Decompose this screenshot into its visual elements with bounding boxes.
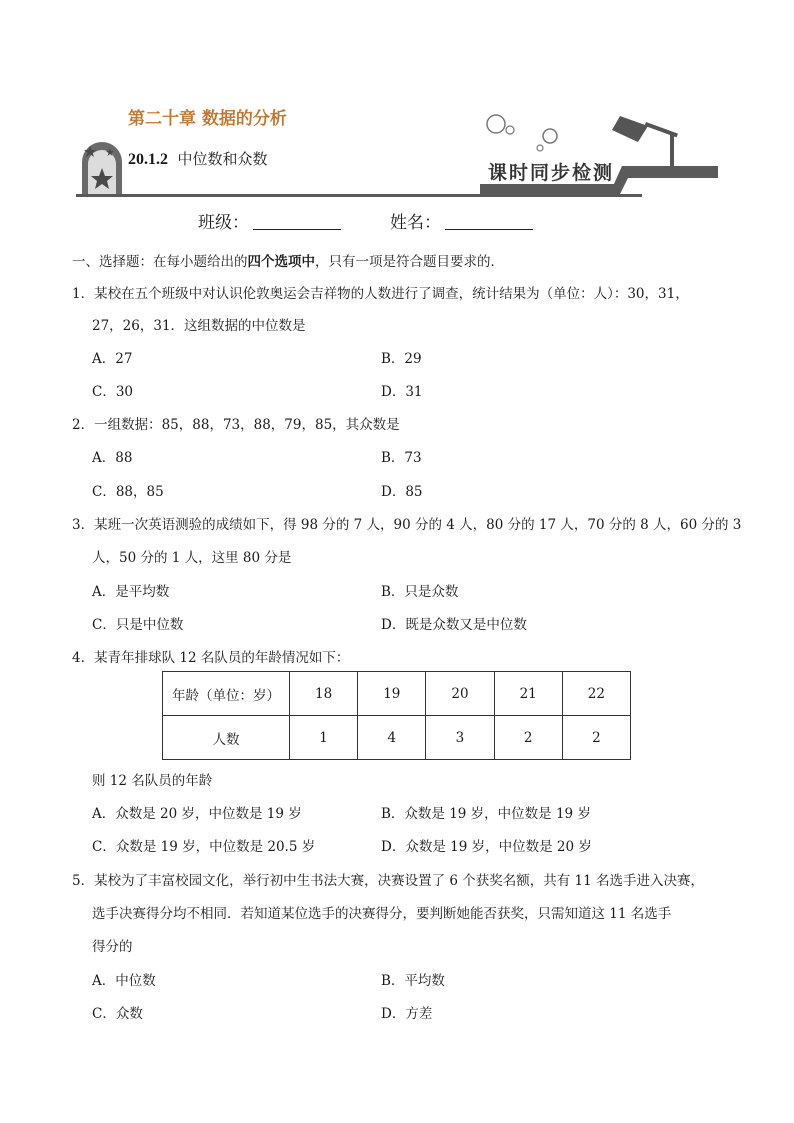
question-3-option-d[interactable]: D．既是众数又是中位数 <box>381 617 527 633</box>
table-cell-count: 2 <box>494 716 562 760</box>
class-field[interactable] <box>198 208 341 233</box>
question-3-option-b[interactable]: B．只是众数 <box>381 584 459 600</box>
question-5-option-d[interactable]: D．方差 <box>381 1006 433 1022</box>
question-3-line-2: 人，50 分的 1 人，这里 80 分是 <box>92 550 292 566</box>
table-cell-count: 2 <box>562 716 630 760</box>
lesson-check-badge: 课时同步检测 <box>488 162 615 184</box>
question-3-option-c[interactable]: C．只是中位数 <box>92 617 184 633</box>
question-5-option-b[interactable]: B．平均数 <box>381 973 445 989</box>
name-field[interactable] <box>390 208 533 233</box>
table-header-count: 人数 <box>163 716 290 760</box>
chapter-emblem <box>76 140 128 196</box>
question-4-option-b[interactable]: B．众数是 19 岁，中位数是 19 岁 <box>381 806 591 822</box>
table-row <box>163 672 631 716</box>
name-label: 姓名： <box>390 213 441 233</box>
table-cell-age: 21 <box>494 672 562 716</box>
section-name: 中位数和众数 <box>177 150 268 168</box>
question-1-line-1: 1．某校在五个班级中对认识伦敦奥运会吉祥物的人数进行了调查，统计结果为（单位：人）：30，31， <box>72 286 689 302</box>
table-cell-count: 1 <box>290 716 358 760</box>
table-cell-age: 20 <box>426 672 494 716</box>
table-cell-age: 22 <box>562 672 630 716</box>
question-5-option-a[interactable]: A．中位数 <box>92 973 156 989</box>
question-2-option-d[interactable]: D．85 <box>381 484 423 500</box>
table-header-age: 年龄（单位：岁） <box>163 672 290 716</box>
class-blank[interactable] <box>253 213 341 230</box>
class-label: 班级： <box>198 213 249 233</box>
question-5-line-2: 选手决赛得分均不相同．若知道某位选手的决赛得分，要判断她能否获奖，只需知道这 11 名选手 <box>92 906 672 922</box>
section-instructions <box>72 250 504 270</box>
question-5-line-3: 得分的 <box>92 939 133 955</box>
question-4-line-1: 4．某青年排球队 12 名队员的年龄情况如下： <box>72 650 350 666</box>
table-cell-count: 3 <box>426 716 494 760</box>
instructions-prefix: 一、选择题：在每小题给出的 <box>72 254 248 270</box>
name-blank[interactable] <box>445 213 533 230</box>
instructions-bold: 四个选项中 <box>247 254 315 270</box>
question-4-option-c[interactable]: C．众数是 19 岁，中位数是 20.5 岁 <box>92 839 316 855</box>
question-1-option-a[interactable]: A．27 <box>92 351 133 367</box>
question-1-option-c[interactable]: C．30 <box>92 384 134 400</box>
question-1-line-2: 27，26，31．这组数据的中位数是 <box>92 318 306 334</box>
question-3-option-a[interactable]: A．是平均数 <box>92 584 170 600</box>
question-5-line-1: 5．某校为了丰富校园文化，举行初中生书法大赛，决赛设置了 6 个获奖名额，共有 11 名选手进入决赛， <box>72 873 705 889</box>
chapter-title: 第二十章 数据的分析 <box>128 109 287 129</box>
question-2-option-b[interactable]: B．73 <box>381 450 422 466</box>
question-1-option-d[interactable]: D．31 <box>381 384 423 400</box>
table-cell-age: 19 <box>358 672 426 716</box>
question-4-line-2: 则 12 名队员的年龄 <box>92 773 213 789</box>
question-5-option-c[interactable]: C．众数 <box>92 1006 143 1022</box>
question-4-option-a[interactable]: A．众数是 20 岁，中位数是 19 岁 <box>92 806 302 822</box>
table-cell-count: 4 <box>358 716 426 760</box>
question-2-option-a[interactable]: A．88 <box>92 450 133 466</box>
age-table <box>162 671 631 760</box>
section-title <box>128 148 268 169</box>
lamp-icon <box>612 116 686 172</box>
section-number: 20.1.2 <box>128 151 168 168</box>
question-2-option-c[interactable]: C．88，85 <box>92 484 164 500</box>
question-3-line-1: 3．某班一次英语测验的成绩如下，得 98 分的 7 人，90 分的 4 人，80 分的 17 人，70 分的 8 人，60 分的 3 <box>72 517 742 533</box>
table-cell-age: 18 <box>290 672 358 716</box>
table-row <box>163 716 631 760</box>
question-4-option-d[interactable]: D．众数是 19 岁，中位数是 20 岁 <box>381 839 592 855</box>
instructions-suffix: ，只有一项是符合题目要求的． <box>315 254 504 270</box>
question-2-line-1: 2．一组数据：85，88，73，88，79，85，其众数是 <box>72 417 400 433</box>
question-1-option-b[interactable]: B．29 <box>381 351 422 367</box>
